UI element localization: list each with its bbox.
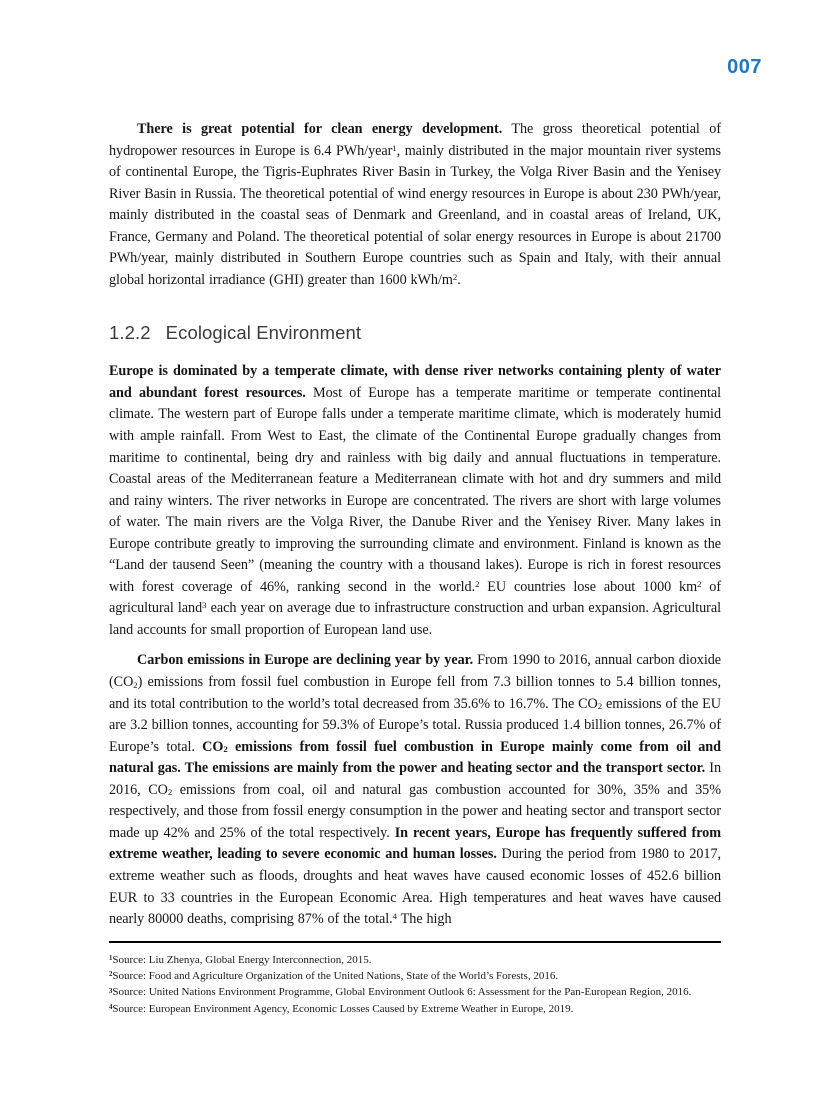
paragraph-clean-energy (109, 119, 721, 291)
subscript-text: 2 (223, 744, 228, 755)
text-run: . (457, 271, 461, 288)
superscript-ref: 2 (697, 578, 702, 589)
section-number: 1.2.2 (109, 322, 151, 344)
text-run: , mainly distributed in the major mountain river systems of continental Europe, the Tigris-Euphrates River Basin in Turkey, the Volga River Basin and the Yenisey River Basin in Russia. The theoretical potential of wind energy resources in Europe is about 230 PWh/year, mainly distributed in the coastal seas of Denmark and Greenland, and in coastal areas of Ireland, UK, France, Germany and Poland. The theoretical potential of solar energy resources in Europe is about 21700 PWh/year, mainly distributed in Southern Europe countries such as Spain and Italy, with their annual global horizontal irradiance (GHI) greater than 1600 kWh/m (109, 142, 721, 288)
superscript-ref: 2 (475, 578, 480, 589)
text-run: emissions of the EU are 3.2 billion tonnes, accounting for 59.3% of Europe’s total. Russia produced 1.4 billion tonnes, 26.7% of Europe’s total. (109, 695, 721, 755)
superscript-ref: 2 (452, 271, 458, 282)
text-run: emissions from fossil fuel combustion in Europe mainly come from oil and natural gas. The emissions are mainly from the power and heating sector and the transport sector. (109, 738, 721, 777)
text-run: CO (202, 738, 224, 755)
text-run: Europe is dominated by a temperate climate, with dense river networks containing plenty of water and abundant forest resources. (109, 363, 721, 401)
superscript-ref: 1 (392, 142, 397, 153)
text-run: From 1990 to 2016, annual carbon dioxide (CO (109, 652, 721, 691)
footnote-divider (109, 941, 721, 943)
text-run: The high (397, 911, 452, 928)
footnote-text: Source: Food and Agriculture Organization of the United Nations, State of the World’s Forests, 2016. (112, 970, 559, 983)
subscript-text: 2 (167, 787, 173, 798)
footnote-item (109, 968, 721, 984)
section-heading (109, 322, 721, 344)
subscript-text: 2 (133, 679, 138, 690)
page-number: 007 (727, 56, 762, 78)
footnote-marker: 4 (109, 1003, 113, 1011)
footnote-text: Source: Liu Zhenya, Global Energy Interconnection, 2015. (112, 954, 372, 966)
text-run: During the period from 1980 to 2017, extreme weather such as floods, droughts and heat waves have caused economic losses of 452.6 billion EUR to 33 countries in the European Economic Area. High temperatures and heat waves have caused nearly 80000 deaths, comprising 87% of the total. (109, 846, 721, 928)
superscript-ref: 4 (392, 911, 398, 922)
footnote-item (109, 984, 721, 1000)
footnote-item (109, 1001, 721, 1017)
superscript-ref: 3 (202, 600, 207, 611)
text-run: Most of Europe has a temperate maritime or temperate continental climate. The western part of Europe falls under a temperate maritime climate, which is moderately humid with ample rainfall. From West to East, the climate of the Continental Europe gradually changes from maritime to continental, being dry and rainless with big daily and annual fluctuations in temperature. Coastal areas of the Mediterranean feature a Mediterranean climate with hot and dry summers and mild and rainy winters. The river networks in Europe are concentrated. The rivers are short with large volumes of water. The main rivers are the Volga River, the Danube River and the Yenisey River. Many lakes in Europe contribute greatly to improving the surrounding climate and environment. Finland is known as the “Land der tausend Seen” (meaning the country with a thousand lakes). Europe is rich in forest resources with forest coverage of 46%, ranking second in the world. (109, 384, 721, 595)
text-run: emissions from coal, oil and natural gas combustion accounted for 30%, 35% and 35% respectively, and those from fossil energy consumption in the power and heating sector and transport sector made up 42% and 25% of the total respectively. (109, 781, 721, 841)
text-run: In 2016, CO (109, 760, 721, 798)
footnote-text: Source: United Nations Environment Programme, Global Environment Outlook 6: Assessment for the Pan-European Region, 2016. (112, 986, 692, 999)
text-run: Carbon emissions in Europe are declining year by year. (137, 652, 474, 669)
subscript-text: 2 (597, 701, 603, 712)
paragraph-climate (109, 361, 721, 641)
text-run: EU countries lose about 1000 km (479, 578, 698, 595)
text-run: In recent years, Europe has frequently suffered from extreme weather, leading to severe economic and human losses. (109, 824, 721, 863)
section-title: Ecological Environment (165, 322, 362, 344)
paragraph-carbon (109, 650, 721, 930)
footnotes-section (109, 941, 721, 1017)
footnote-text: Source: European Environment Agency, Economic Losses Caused by Extreme Weather in Europe, 2019. (112, 1002, 574, 1015)
page-body (109, 0, 721, 940)
text-run: ) emissions from fossil fuel combustion in Europe fell from 7.3 billion tonnes to 5.4 billion tonnes, and its total contribution to the world’s total decreased from 35.6% to 16.7%. The CO (109, 674, 721, 712)
text-run: each year on average due to infrastructure construction and urban expansion. Agricultural land accounts for small proportion of European land use. (109, 600, 721, 638)
footnote-item (109, 952, 721, 968)
text-run: The gross theoretical potential of hydropower resources in Europe is 6.4 PWh/year (109, 121, 721, 159)
footnote-marker: 3 (109, 987, 113, 995)
footnote-marker: 2 (109, 971, 113, 979)
text-run: of agricultural land (109, 578, 721, 617)
text-run: There is great potential for clean energy development. (137, 121, 503, 137)
footnote-marker: 1 (109, 955, 113, 963)
